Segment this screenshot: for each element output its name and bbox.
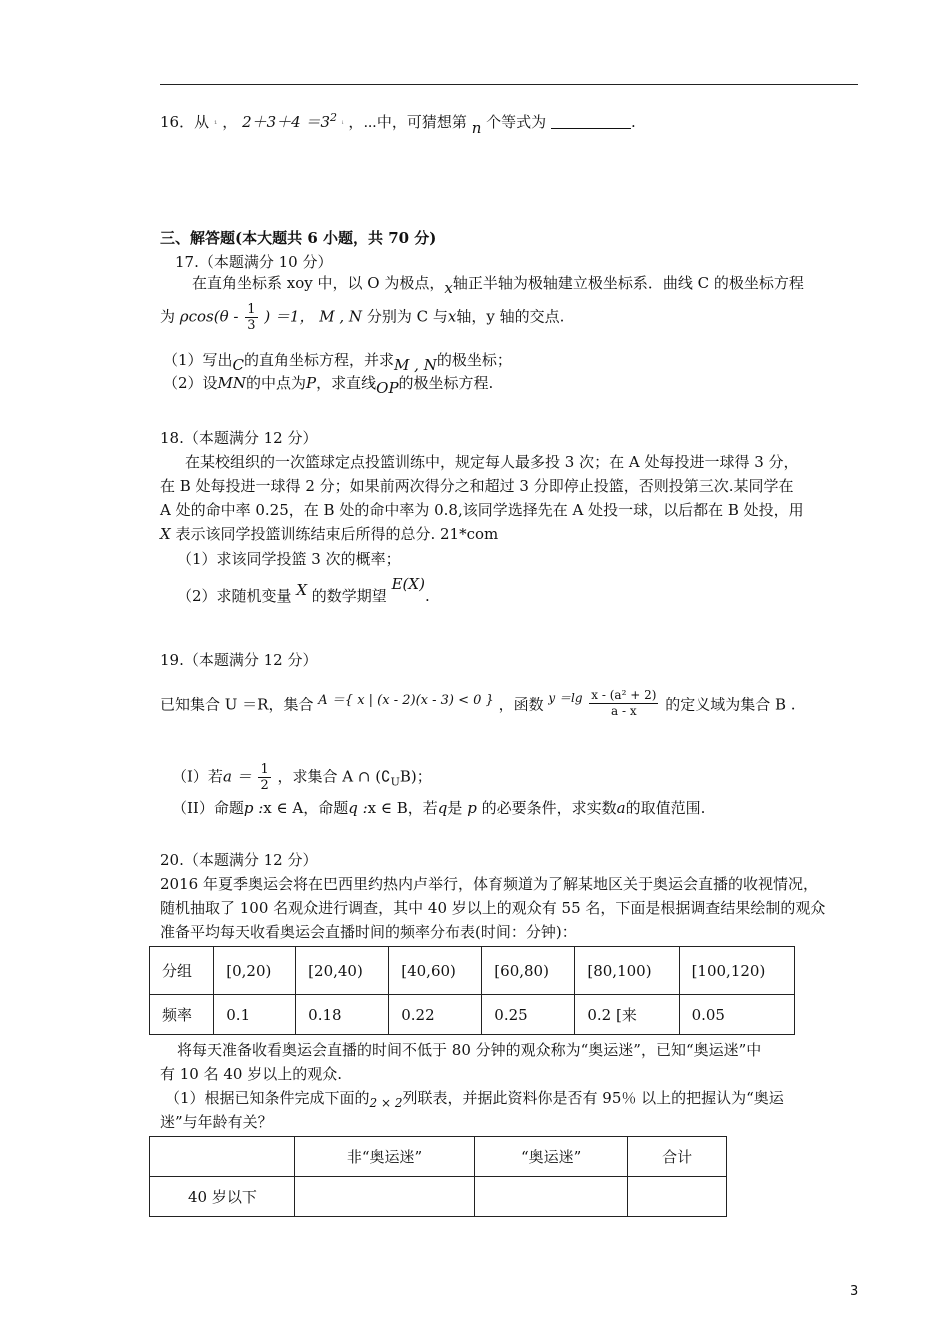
q18-part1: （1）求该同学投篮 3 次的概率； xyxy=(177,550,401,568)
q20-line4: 将每天准备收看奥运会直播的时间不低于 80 分钟的观众称为“奥运迷”，已知“奥运迷”中 xyxy=(177,1041,762,1059)
q20-line1: 2016 年夏季奥运会将在巴西里约热内卢举行，体育频道为了解某地区关于奥运会直播的收视情况， xyxy=(160,875,818,893)
frequency-table xyxy=(149,946,795,1035)
section-title: 三、解答题(本大题共 6 小题，共 70 分) xyxy=(160,229,437,247)
fraction: $\frac{\text{x - (a² + 2)}}{a - x}$ xyxy=(591,688,657,718)
q19-part2: （II）命题p :x ∈ A，命题q :x ∈ B，若q是 p 的必要条件，求实数a的取值范围. xyxy=(172,799,706,817)
q19-line1: 已知集合 U ＝R，集合 A ＝{ x | (x - 2)(x - 3) < 0 } ，函数 $^{y =lg}$ $\frac{\text{x - (a² + 2)}}{a - x}$ 的定义域为集合 B . xyxy=(160,688,796,718)
q20-line5: 有 10 名 40 岁以上的观众. xyxy=(160,1065,343,1083)
q20-line7: 迷”与年龄有关？ xyxy=(160,1113,273,1131)
q20-heading: 20.（本题满分 12 分） xyxy=(160,851,318,869)
q20-line6: （1）根据已知条件完成下面的$_{2 \times 2}$列联表，并据此资料你是否有 95％ 以上的把握认为“奥运 xyxy=(165,1089,784,1110)
question-16: 16．从 ¹ ， $2+3+4 =3^2$ ⁱ ，⋯中，可猜想第 n 个等式为 . xyxy=(160,111,636,137)
table-row: 分组 [0,20) [20,40) [40,60) [60,80) [80,100) [100,120) xyxy=(150,947,795,995)
q18-line2: 在 B 处每投进一球得 2 分；如果前两次得分之和超过 3 分即停止投篮，否则投第三次.某同学在 xyxy=(160,477,794,495)
fraction: $\frac{1}{2}$ xyxy=(260,762,269,793)
q19-heading: 19.（本题满分 12 分） xyxy=(160,651,318,669)
contingency-table xyxy=(149,1136,727,1217)
answer-blank[interactable] xyxy=(551,114,631,129)
fraction: $\frac{1}{3}$ xyxy=(247,302,256,333)
q17-line2: 为 ρcos(θ - $\frac{1}{3}$ ) ＝1， M , N 分别为 C 与x轴，y 轴的交点. xyxy=(160,302,565,333)
q17-part1: （1）写出C的直角坐标方程，并求M , N的极坐标； xyxy=(163,351,512,374)
q17-part2: （2）设MN的中点为P，求直线OP的极坐标方程. xyxy=(163,374,494,397)
q17-heading: 17.（本题满分 10 分） xyxy=(175,253,333,271)
table-row: 频率 0.1 0.18 0.22 0.25 0.2 [来 0.05 xyxy=(150,995,795,1035)
q18-line1: 在某校组织的一次篮球定点投篮训练中，规定每人最多投 3 次；在 A 处每投进一球得 3 分， xyxy=(185,453,799,471)
page-number: 3 xyxy=(850,1284,859,1299)
q18-line3: A 处的命中率 0.25，在 B 处的命中率为 0.8,该同学选择先在 A 处投一球，以后都在 B 处投，用 xyxy=(160,501,804,519)
table-row: 40 岁以下 xyxy=(150,1177,727,1217)
q20-line3: 准备平均每天收看奥运会直播时间的频率分布表(时间：分钟)： xyxy=(160,923,577,941)
q18-line4: X 表示该同学投篮训练结束后所得的总分. 21*com xyxy=(160,525,499,543)
header-rule xyxy=(160,84,858,85)
q19-part1: （I）若a ＝ $\frac{1}{2}$ ，求集合 A ∩ $(∁_UB)$； xyxy=(172,762,432,793)
table-row: 非“奥运迷” “奥运迷” 合计 xyxy=(150,1137,727,1177)
q18-heading: 18.（本题满分 12 分） xyxy=(160,429,318,447)
q20-line2: 随机抽取了 100 名观众进行调查，其中 40 岁以上的观众有 55 名，下面是根据调查结果绘制的观众 xyxy=(160,899,826,917)
q17-line1: 在直角坐标系 xoy 中，以 O 为极点，x轴正半轴为极轴建立极坐标系．曲线 C 的极坐标方程 xyxy=(192,274,804,297)
q18-part2: （2）求随机变量 X 的数学期望 E(X). xyxy=(177,575,430,605)
